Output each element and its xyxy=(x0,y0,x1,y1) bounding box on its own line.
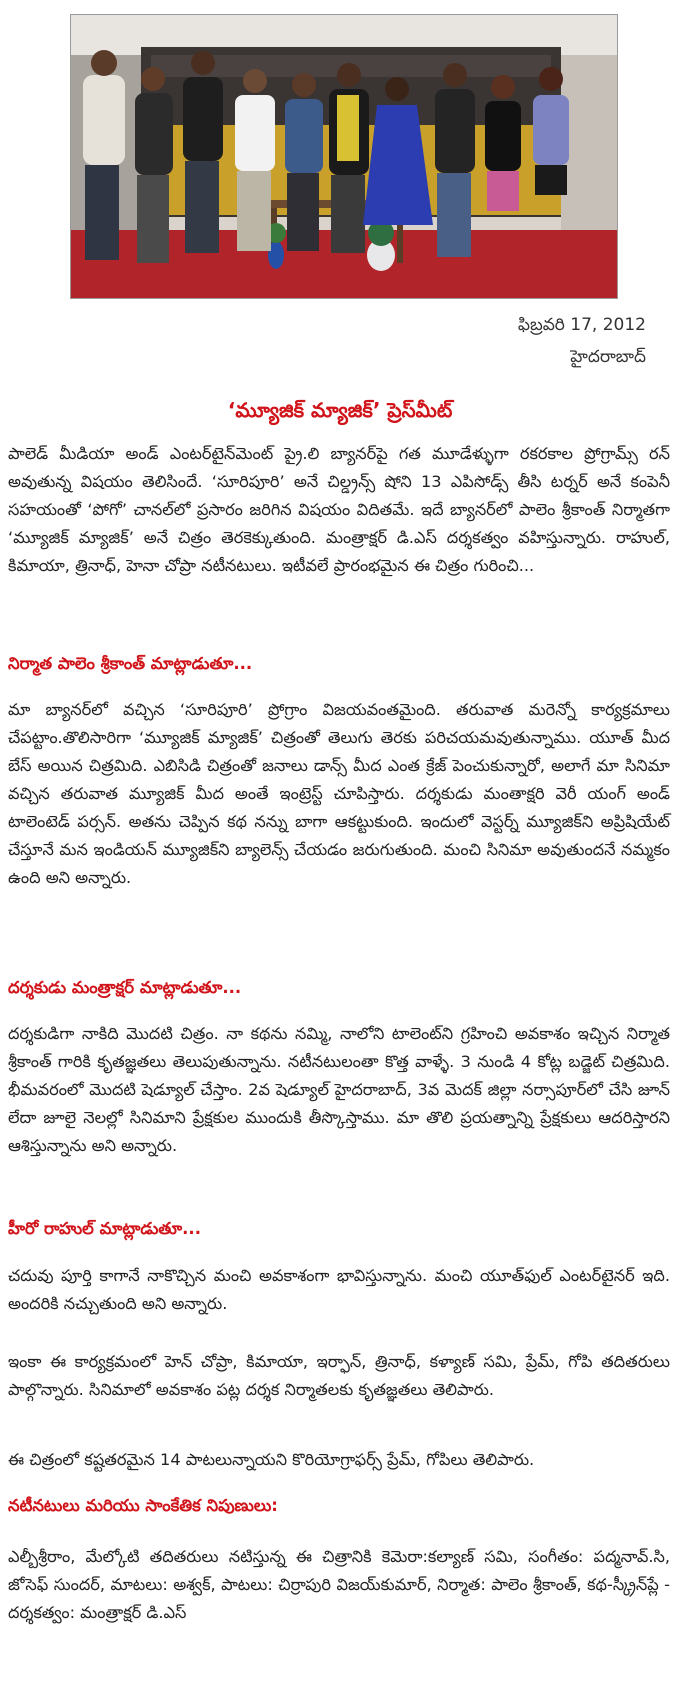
photo-illustration xyxy=(71,15,617,298)
crew-paragraph: ఎల్బీశ్రీరాం, మేల్కోటి తదితరులు నటిస్తున్న ఈ చిత్రానికి కెమెరా:కల్యాణ్ సమి, సంగీతం: పద్మనావ్.సి, జోసెఫ్ సుందర్, మాటలు: అశ్వక్, పాటలు: చిర్రాపురి విజయ్‌కుమార్, నిర్మాత: పాలెం శ్రీకాంత్, కథ-స్క్రీన్‌ప్లే - దర్శకత్వం: మంత్రాక్షర్ డి.ఎస్ xyxy=(8,1547,670,1622)
intro-paragraph: పాలెడ్ మీడియా అండ్ ఎంటర్‌టైన్‌మెంట్ ప్రై.లి బ్యానర్‌పై గత మూడేళ్ళుగా రకరకాల ప్రోగ్రామ్స్ రన్ అవుతున్న విషయం తెలిసిందే. ‘సూరిపూరి’ అనే చిల్డ్రన్స్ షోని 13 ఎపిసోడ్స్ తీసి టర్నర్ అనే కంపెనీ సహయంతో ‘పోగో’ చానల్‌లో ప్రసారం జరిగిన విషయం విదితమే. ఇదే బ్యానర్‌లో పాలెం శ్రీకాంత్ నిర్మాతగా ‘మ్యూజిక్ మ్యాజిక్’ అనే చిత్రం తెరకెక్కుతుంది. మంత్రాక్షర్ డి.ఎస్ దర్శకత్వం వహిస్తున్నారు. రాహుల్, కిమాయా, త్రినాధ్, హెనా చోప్రా నటీనటులు. ఇటీవలే ప్రారంభమైన ఈ చిత్రం గురించి... xyxy=(8,444,670,575)
director-heading: దర్శకుడు మంత్రాక్షర్ మాట్లాడుతూ... xyxy=(8,978,242,997)
producer-paragraph: మా బ్యానర్‌లో వచ్చిన ‘సూరిపూరి’ ప్రోగ్రాం విజయవంతమైంది. తరువాత మరెన్నో కార్యక్రమాలు చేపట్టాం.తొలిసారిగా ‘మ్యూజిక్ మ్యాజిక్’ చిత్రంతో తెలుగు తెరకు పరిచయమవుతున్నాము. యూత్ మీద బేస్ అయిన చిత్రమిది. ఎబిసిడి చిత్రంతో జనాలు డాన్స్ మీద ఎంత క్రేజ్ పెంచుకున్నారో, అలాగే మా సినిమా వచ్చిన తరువాత మ్యూజిక్ మీద అంతే ఇంట్రెస్ట్ చూపిస్తారు. దర్శకుడు మంతాక్షరి వెరీ యంగ్ అండ్ టాలెంటెడ్ పర్సన్. అతను చెప్పిన కథ నన్ను బాగా ఆకట్టుకుంది. ఇందులో వెస్టర్న్ మ్యూజిక్‌ని అప్రిషియేట్ చేస్తూనే మన ఇండియన్ మ్యూజిక్‌ని బ్యాలెన్స్ చేయడం జరుగుతుంది. మంచి సినిమా అవుతుందనే నమ్మకం ఉంది అని అన్నారు. xyxy=(8,700,670,887)
hero-paragraph: చదువు పూర్తి కాగానే నాకొచ్చిన మంచి అవకాశంగా భావిస్తున్నాను. మంచి యూత్‌ఫుల్ ఎంటర్‌టైనర్ ఇది. అందరికి నచ్చుతుంది అని అన్నారు. xyxy=(8,1266,670,1313)
article-date: ఫిబ్రవరి 17, 2012 xyxy=(517,315,646,335)
article-place: హైదరాబాద్ xyxy=(570,347,646,367)
press-meet-photo xyxy=(70,14,618,299)
crew-heading: నటీనటులు మరియు సాంకేతిక నిపుణులు: xyxy=(8,1496,278,1515)
songs-paragraph: ఈ చిత్రంలో కష్టతరమైన 14 పాటలున్నాయని కొరియోగ్రాఫర్స్ ప్రేమ్, గోపిలు తెలిపారు. xyxy=(8,1450,535,1469)
producer-heading: నిర్మాత పాలెం శ్రీకాంత్ మాట్లాడుతూ... xyxy=(8,654,253,673)
article-title: ‘మ్యూజిక్ మ్యాజిక్’ ప్రెస్‌మీట్ xyxy=(227,398,453,422)
hero-heading: హీరో రాహుల్ మాట్లాడుతూ... xyxy=(8,1219,201,1238)
guests-paragraph: ఇంకా ఈ కార్యక్రమంలో హెన్ చోప్రా, కిమాయా, ఇర్ఫాన్, త్రినాధ్, కళ్యాణ్ సమి, ప్రేమ్, గోపి తదితరులు పాల్గొన్నారు. సినిమాలో అవకాశం పట్ల దర్శక నిర్మాతలకు కృతజ్ఞతలు తెలిపారు. xyxy=(8,1352,670,1399)
director-paragraph: దర్శకుడిగా నాకిది మొదటి చిత్రం. నా కథను నమ్మి, నాలోని టాలెంట్‌ని గ్రహించి అవకాశం ఇచ్చిన నిర్మాత శ్రీకాంత్ గారికి కృతజ్ఞతలు తెలుపుతున్నాను. నటీనటులంతా కొత్త వాళ్ళే. 3 నుండి 4 కోట్ల బడ్జెట్ చిత్రమిది. భీమవరంలో మొదటి షెడ్యూల్ చేస్తాం. 2వ షెడ్యూల్ హైదరాబాద్, 3వ మెదక్ జిల్లా నర్సాపూర్‌లో చేసి జూన్ లేదా జూలై నెలల్లో సినిమాని ప్రేక్షకుల ముందుకి తీస్కొస్తాము. మా తొలి ప్రయత్నాన్ని ప్రేక్షకులు ఆదరిస్తారని ఆశిస్తున్నాను అని అన్నారు. xyxy=(8,1024,670,1155)
